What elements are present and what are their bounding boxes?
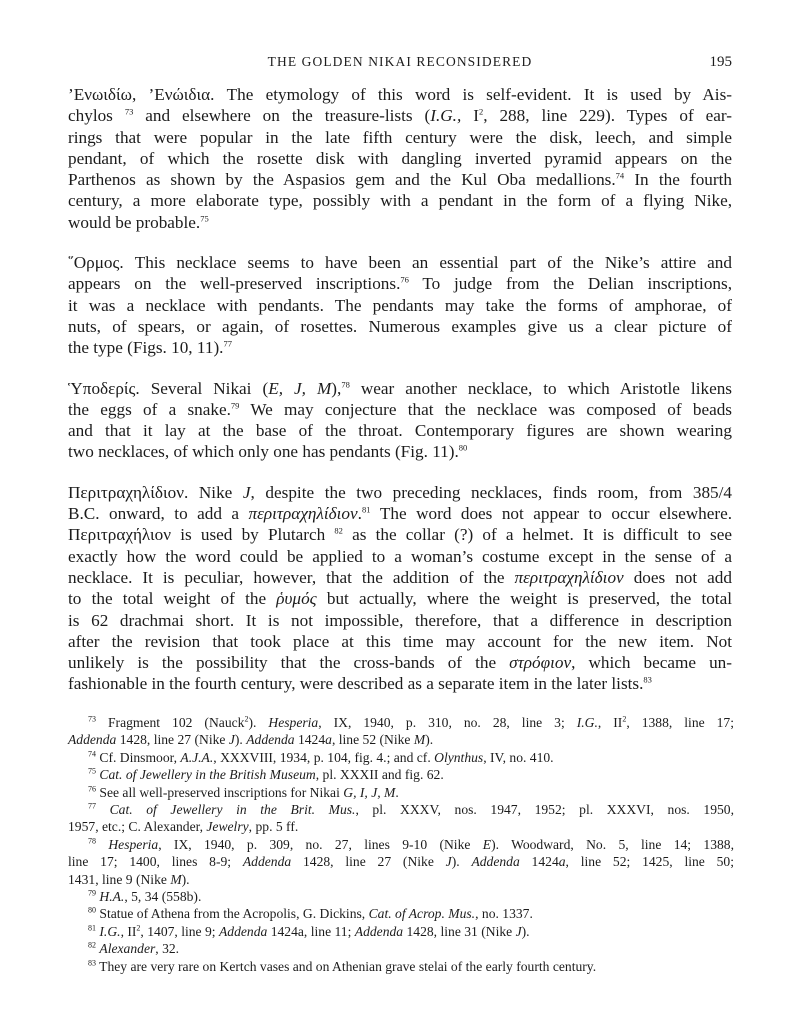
footnote-77: $^{77}$ Cat. of Jewellery in the Brit. Mus., pl. XXXV, nos. 1947, 1952; pl. XXXVI, nos. 1950, 1957, etc.; C. Alexander, Jewelry, pp. 5 ff. xyxy=(68,801,734,835)
page-number: 195 xyxy=(709,54,732,70)
footnote-83: $^{83}$ They are very rare on Kertch vases and on Athenian grave stelai of the early fourth century. xyxy=(88,958,597,974)
heading-word: Ὑποδερίς. xyxy=(68,378,140,398)
footnote-ref: 78 xyxy=(341,378,350,389)
footnote-79: $^{79}$ H.A., 5, 34 (558b). xyxy=(88,888,202,905)
footnote-ref: 77 xyxy=(223,338,232,349)
paragraph-enotidio: ’Ενωιδίω, ’Ενώιδια. The etymology of this word is self-evident. It is used by Ais- chylos $^{73}$ and elsewhere on the treasure-lists (I.G., $I^2$, 288, line 229). Types of ear- rings that were popular in the late fifth century were the disk, leech, and simple pendant, of which the rosette disk with dangling inverted pyramid appears on the Parthenos as shown by the Aspasios gem and the Kul Oba medallions.$^{74}$ In the fourth century, a more elaborate type, possibly with a pendant in the form of a flying Nike, would be probable.$^{75}$ xyxy=(68,85,732,232)
footnote-ref: 73 xyxy=(124,106,134,117)
footnotes xyxy=(68,714,734,975)
footnote-73: $^{73}$ Fragment 102 (Nauck$^2$). Hesperia, IX, 1940, p. 310, no. 28, line 3; I.G., II$^2$, 1388, line 17; Addenda 1428, line 27 (Nike J). Addenda 1424a, line 52 (Nike M). xyxy=(68,714,734,748)
paragraph-hormos: ῞Ορμος. This necklace seems to have been an essential part of the Nike’s attire and appears on the well-preserved inscriptions.$^{76}$ To judge from the Delian inscriptions, it was a necklace with pendants. The pendants may take the forms of amphorae, of nuts, of spears, or again, of rosettes. Numerous examples give us a clear picture of the type (Figs. 10, 11).$^{77}$ xyxy=(68,253,732,358)
running-head xyxy=(68,54,732,74)
footnote-82: $^{82}$ Alexander, 32. xyxy=(88,940,180,957)
running-head-title: THE GOLDEN NIKAI RECONSIDERED xyxy=(267,54,533,69)
footnote-75: $^{75}$ Cat. of Jewellery in the British Museum, pl. XXXII and fig. 62. xyxy=(88,766,444,783)
footnote-ref: 76 xyxy=(400,274,409,285)
footnote-78: $^{78}$ Hesperia, IX, 1940, p. 309, no. 27, lines 9-10 (Nike E). Woodward, No. 5, line 14; 1388, line 17; 1400, lines 8-9; Addenda 1428, line 27 (Nike J). Addenda 1424a, line 52; 1425, line 50; 1431, line 9 (Nike M). xyxy=(68,836,734,887)
footnote-ref: 82 xyxy=(334,525,343,536)
heading-word: ’Ενωιδίω, ’Ενώιδια. xyxy=(68,85,215,104)
footnote-80: $^{80}$ Statue of Athena from the Acropolis, G. Dickins, Cat. of Acrop. Mus., no. 1337. xyxy=(88,905,533,922)
paragraph-peritrachelidion: Περιτραχηλίδιον. Nike J, despite the two preceding necklaces, finds room, from 385/4 B.C. onward, to add a περιτραχηλίδιον.$^{81}$ The word does not appear to occur elsewhere. Περιτραχήλιον is used by Plutarch $^{82}$ as the collar (?) of a helmet. It is difficult to see exactly how the word could be applied to a woman’s costume except in the sense of a necklace. It is peculiar, however, that the addition of the περιτραχηλίδιον does not add to the total weight of the ῥυμός but actually, where the weight is preserved, the total is 62 drachmai short. It is not impossible, therefore, that a difference in description after the revision that took place at this time may account for the new item. Not unlikely is the possibility that the cross-bands of the στρόφιον, which became un- fashionable in the fourth century, were described as a separate item in the later lists.$^{83}$ xyxy=(68,482,732,694)
footnote-ref: 75 xyxy=(200,213,209,224)
footnote-ref: 83 xyxy=(643,674,652,685)
footnote-ref: 81 xyxy=(361,504,371,515)
footnote-ref: 79 xyxy=(230,400,240,411)
footnote-ref: 74 xyxy=(615,170,625,181)
footnote-74: $^{74}$ Cf. Dinsmoor, A.J.A., XXXVIII, 1934, p. 104, fig. 4.; and cf. Olynthus, IV, no. 410. xyxy=(88,749,554,765)
body-text xyxy=(68,84,732,695)
footnote-ref: 80 xyxy=(458,442,468,453)
heading-word: Περιτραχηλίδιον. xyxy=(68,482,189,502)
footnote-81: $^{81}$ I.G., II$^2$, 1407, line 9; Addenda 1424a, line 11; Addenda 1428, line 31 (Nike J). xyxy=(88,923,530,939)
paragraph-hypoderis: Ὑποδερίς. Several Nikai (E, J, M),$^{78}$ wear another necklace, to which Aristotle likens the eggs of a snake.$^{79}$ We may conjecture that the necklace was composed of beads and that it lay at the base of the throat. Contemporary figures are shown wearing two necklaces, of which only one has pendants (Fig. 11).$^{80}$ xyxy=(68,378,732,462)
footnote-76: $^{76}$ See all well-preserved inscriptions for Nikai G, I, J, M. xyxy=(88,784,399,800)
heading-word: ῞Ορμος. xyxy=(68,253,124,273)
